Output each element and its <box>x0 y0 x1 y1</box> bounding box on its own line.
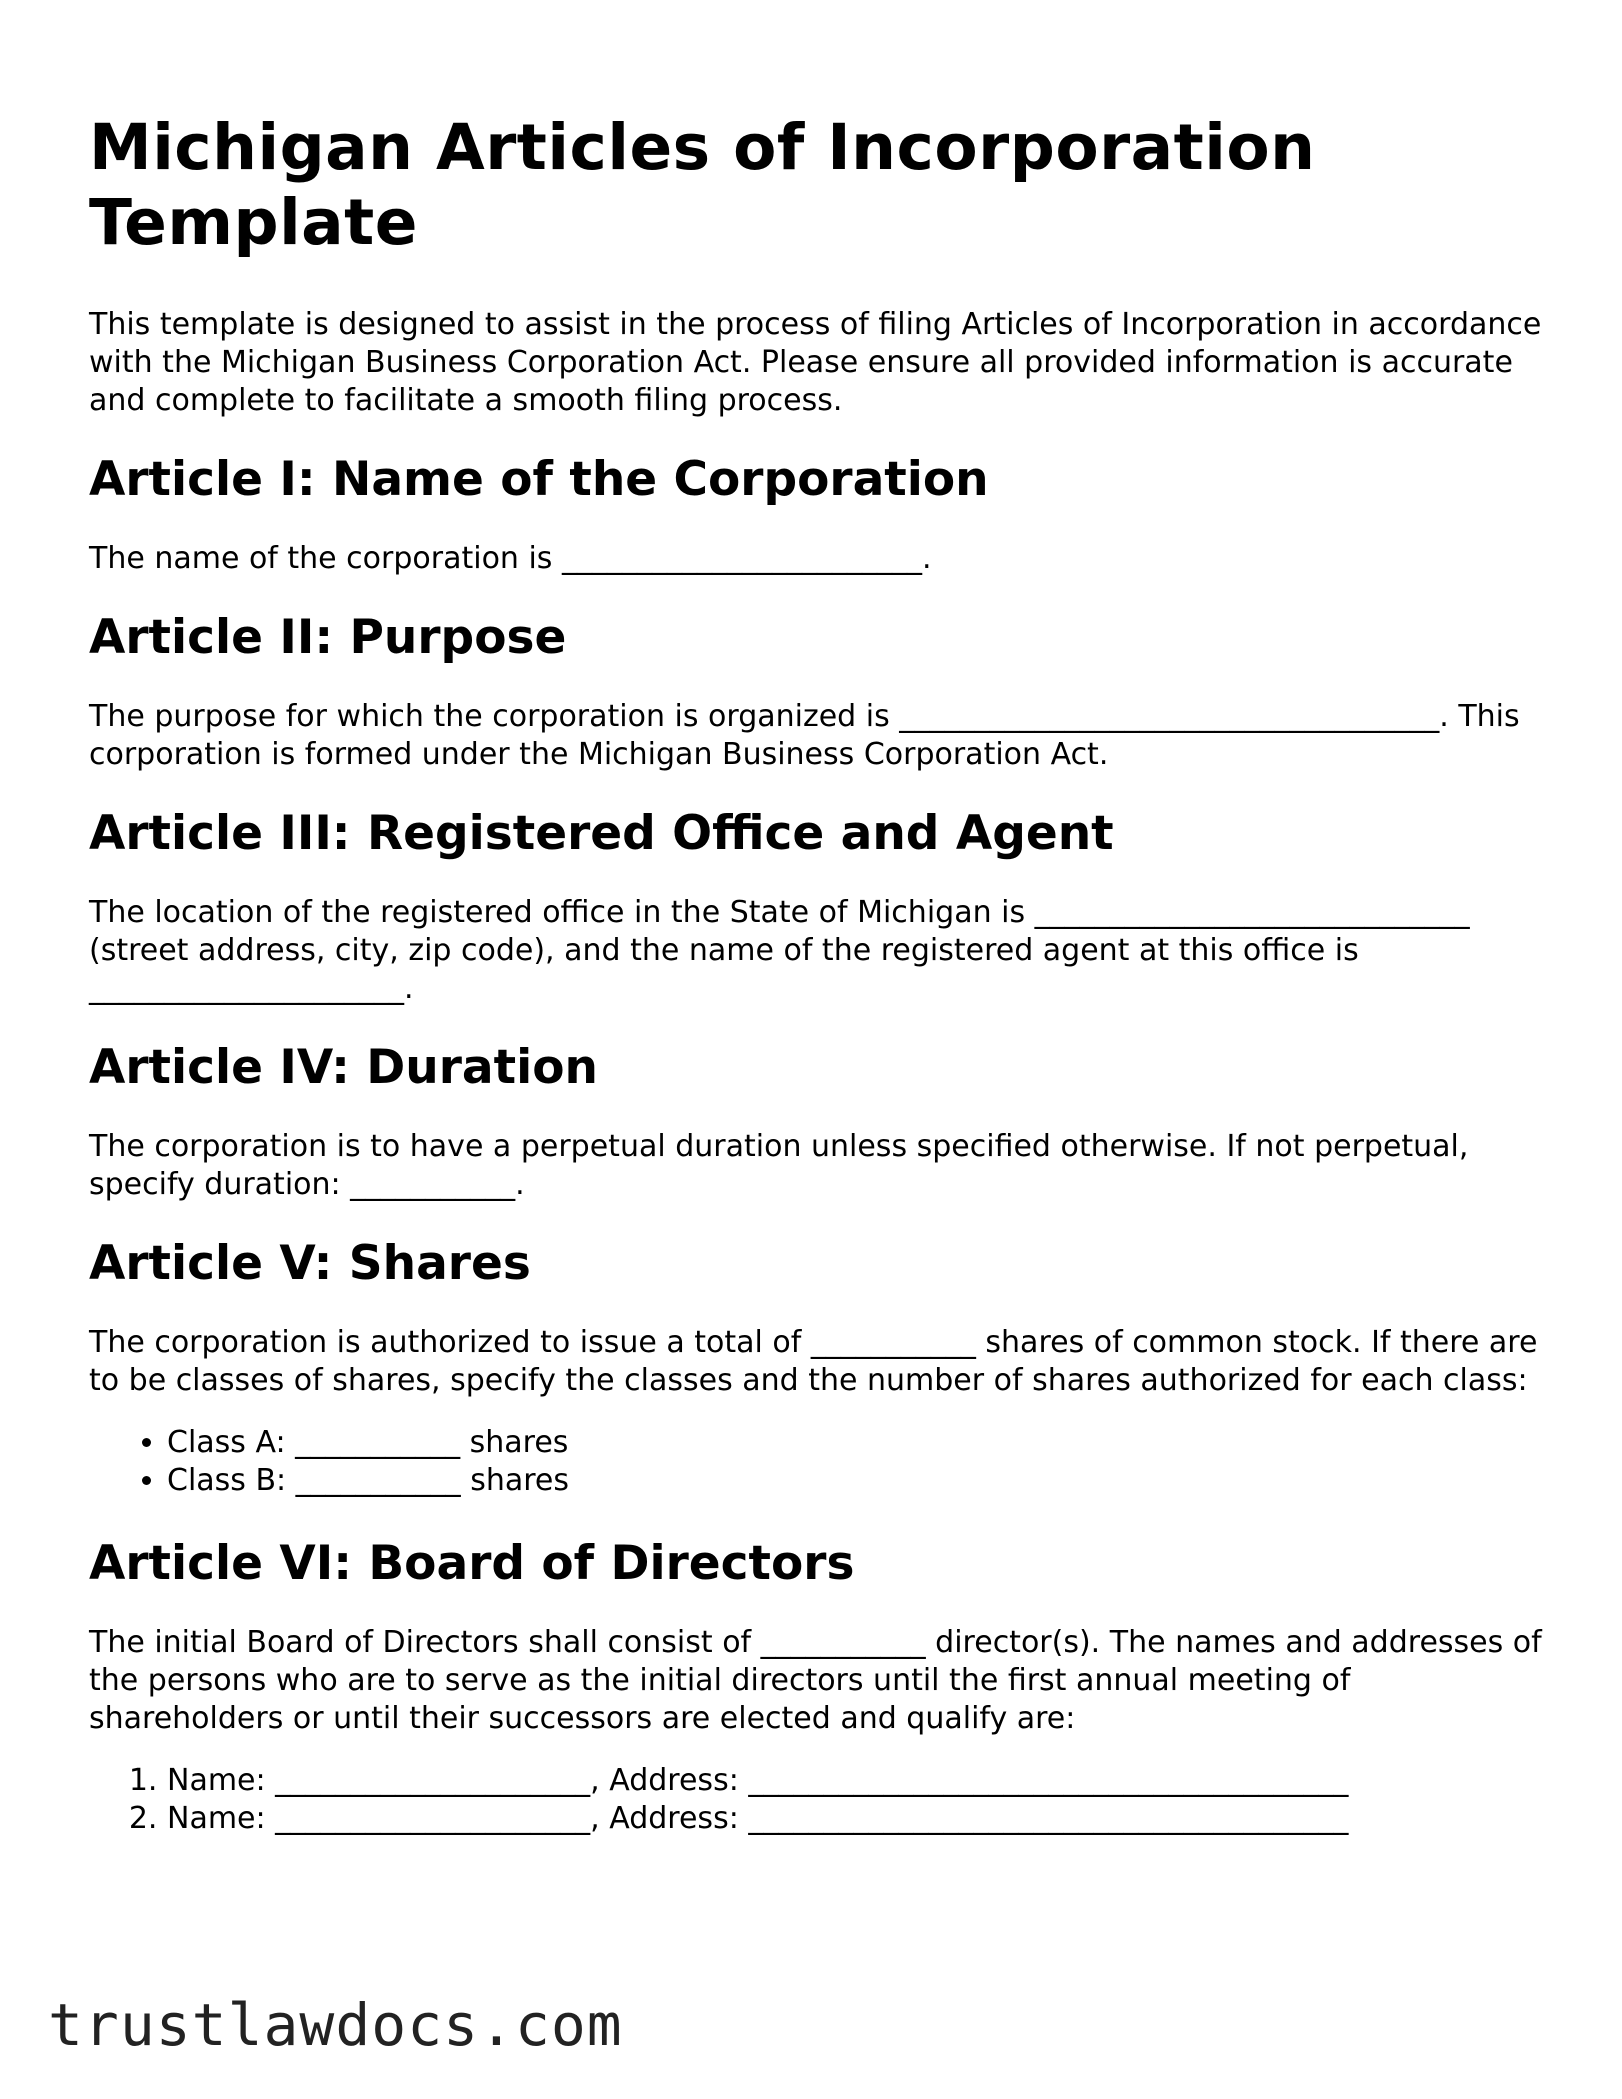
article-2-section <box>89 610 1549 774</box>
document-page <box>89 110 1549 1874</box>
article-2-heading: Article II: Purpose <box>89 610 567 665</box>
article-1-section <box>89 452 1549 578</box>
intro-paragraph: This template is designed to assist in the process of filing Articles of Incorporation in accordance with the Michigan Business Corporation Act. Please ensure all provided information is accurate and complete to facilitate a smooth filing process. <box>89 307 1542 418</box>
article-4-text: The corporation is to have a perpetual duration unless specified otherwise. If not perpetual, specify duration: ___________. <box>89 1129 1469 1202</box>
article-1-text: The name of the corporation is ________________________. <box>89 541 932 576</box>
article-5-heading: Article V: Shares <box>89 1236 531 1291</box>
director-entry-2: 2. Name: _____________________, Address: ________________________________________ <box>167 1800 1549 1838</box>
watermark-text: trustlawdocs.com <box>48 1991 623 2059</box>
article-2-text: The purpose for which the corporation is organized is ____________________________________. This corporation is formed under the Michigan Business Corporation Act. <box>89 699 1520 772</box>
article-1-heading: Article I: Name of the Corporation <box>89 452 989 507</box>
article-4-section <box>89 1040 1549 1204</box>
article-5-section <box>89 1236 1549 1500</box>
director-entry-1: 1. Name: _____________________, Address: ________________________________________ <box>167 1762 1549 1800</box>
article-3-heading: Article III: Registered Office and Agent <box>89 806 1114 861</box>
directors-list <box>89 1762 1549 1838</box>
article-6-text: The initial Board of Directors shall consist of ___________ director(s). The names and addresses of the persons who are to serve as the initial directors until the first annual meeting of shareholders or until their successors are elected and qualify are: <box>89 1625 1542 1736</box>
share-class-a: • Class A: ___________ shares <box>167 1424 1549 1462</box>
document-title: Michigan Articles of Incorporation Template <box>89 111 1316 259</box>
article-3-text: The location of the registered office in the State of Michigan is _____________________________ (street address, city, zip code), and the name of the registered agent at this office is _____________________. <box>89 895 1470 1006</box>
share-class-b: • Class B: ___________ shares <box>167 1462 1549 1500</box>
article-3-section <box>89 806 1549 1008</box>
article-5-text: The corporation is authorized to issue a total of ___________ shares of common stock. If there are to be classes of shares, specify the classes and the number of shares authorized for each class: <box>89 1325 1538 1398</box>
article-4-heading: Article IV: Duration <box>89 1040 598 1095</box>
share-classes-list <box>89 1424 1549 1500</box>
article-6-section <box>89 1536 1549 1838</box>
article-6-heading: Article VI: Board of Directors <box>89 1536 855 1591</box>
